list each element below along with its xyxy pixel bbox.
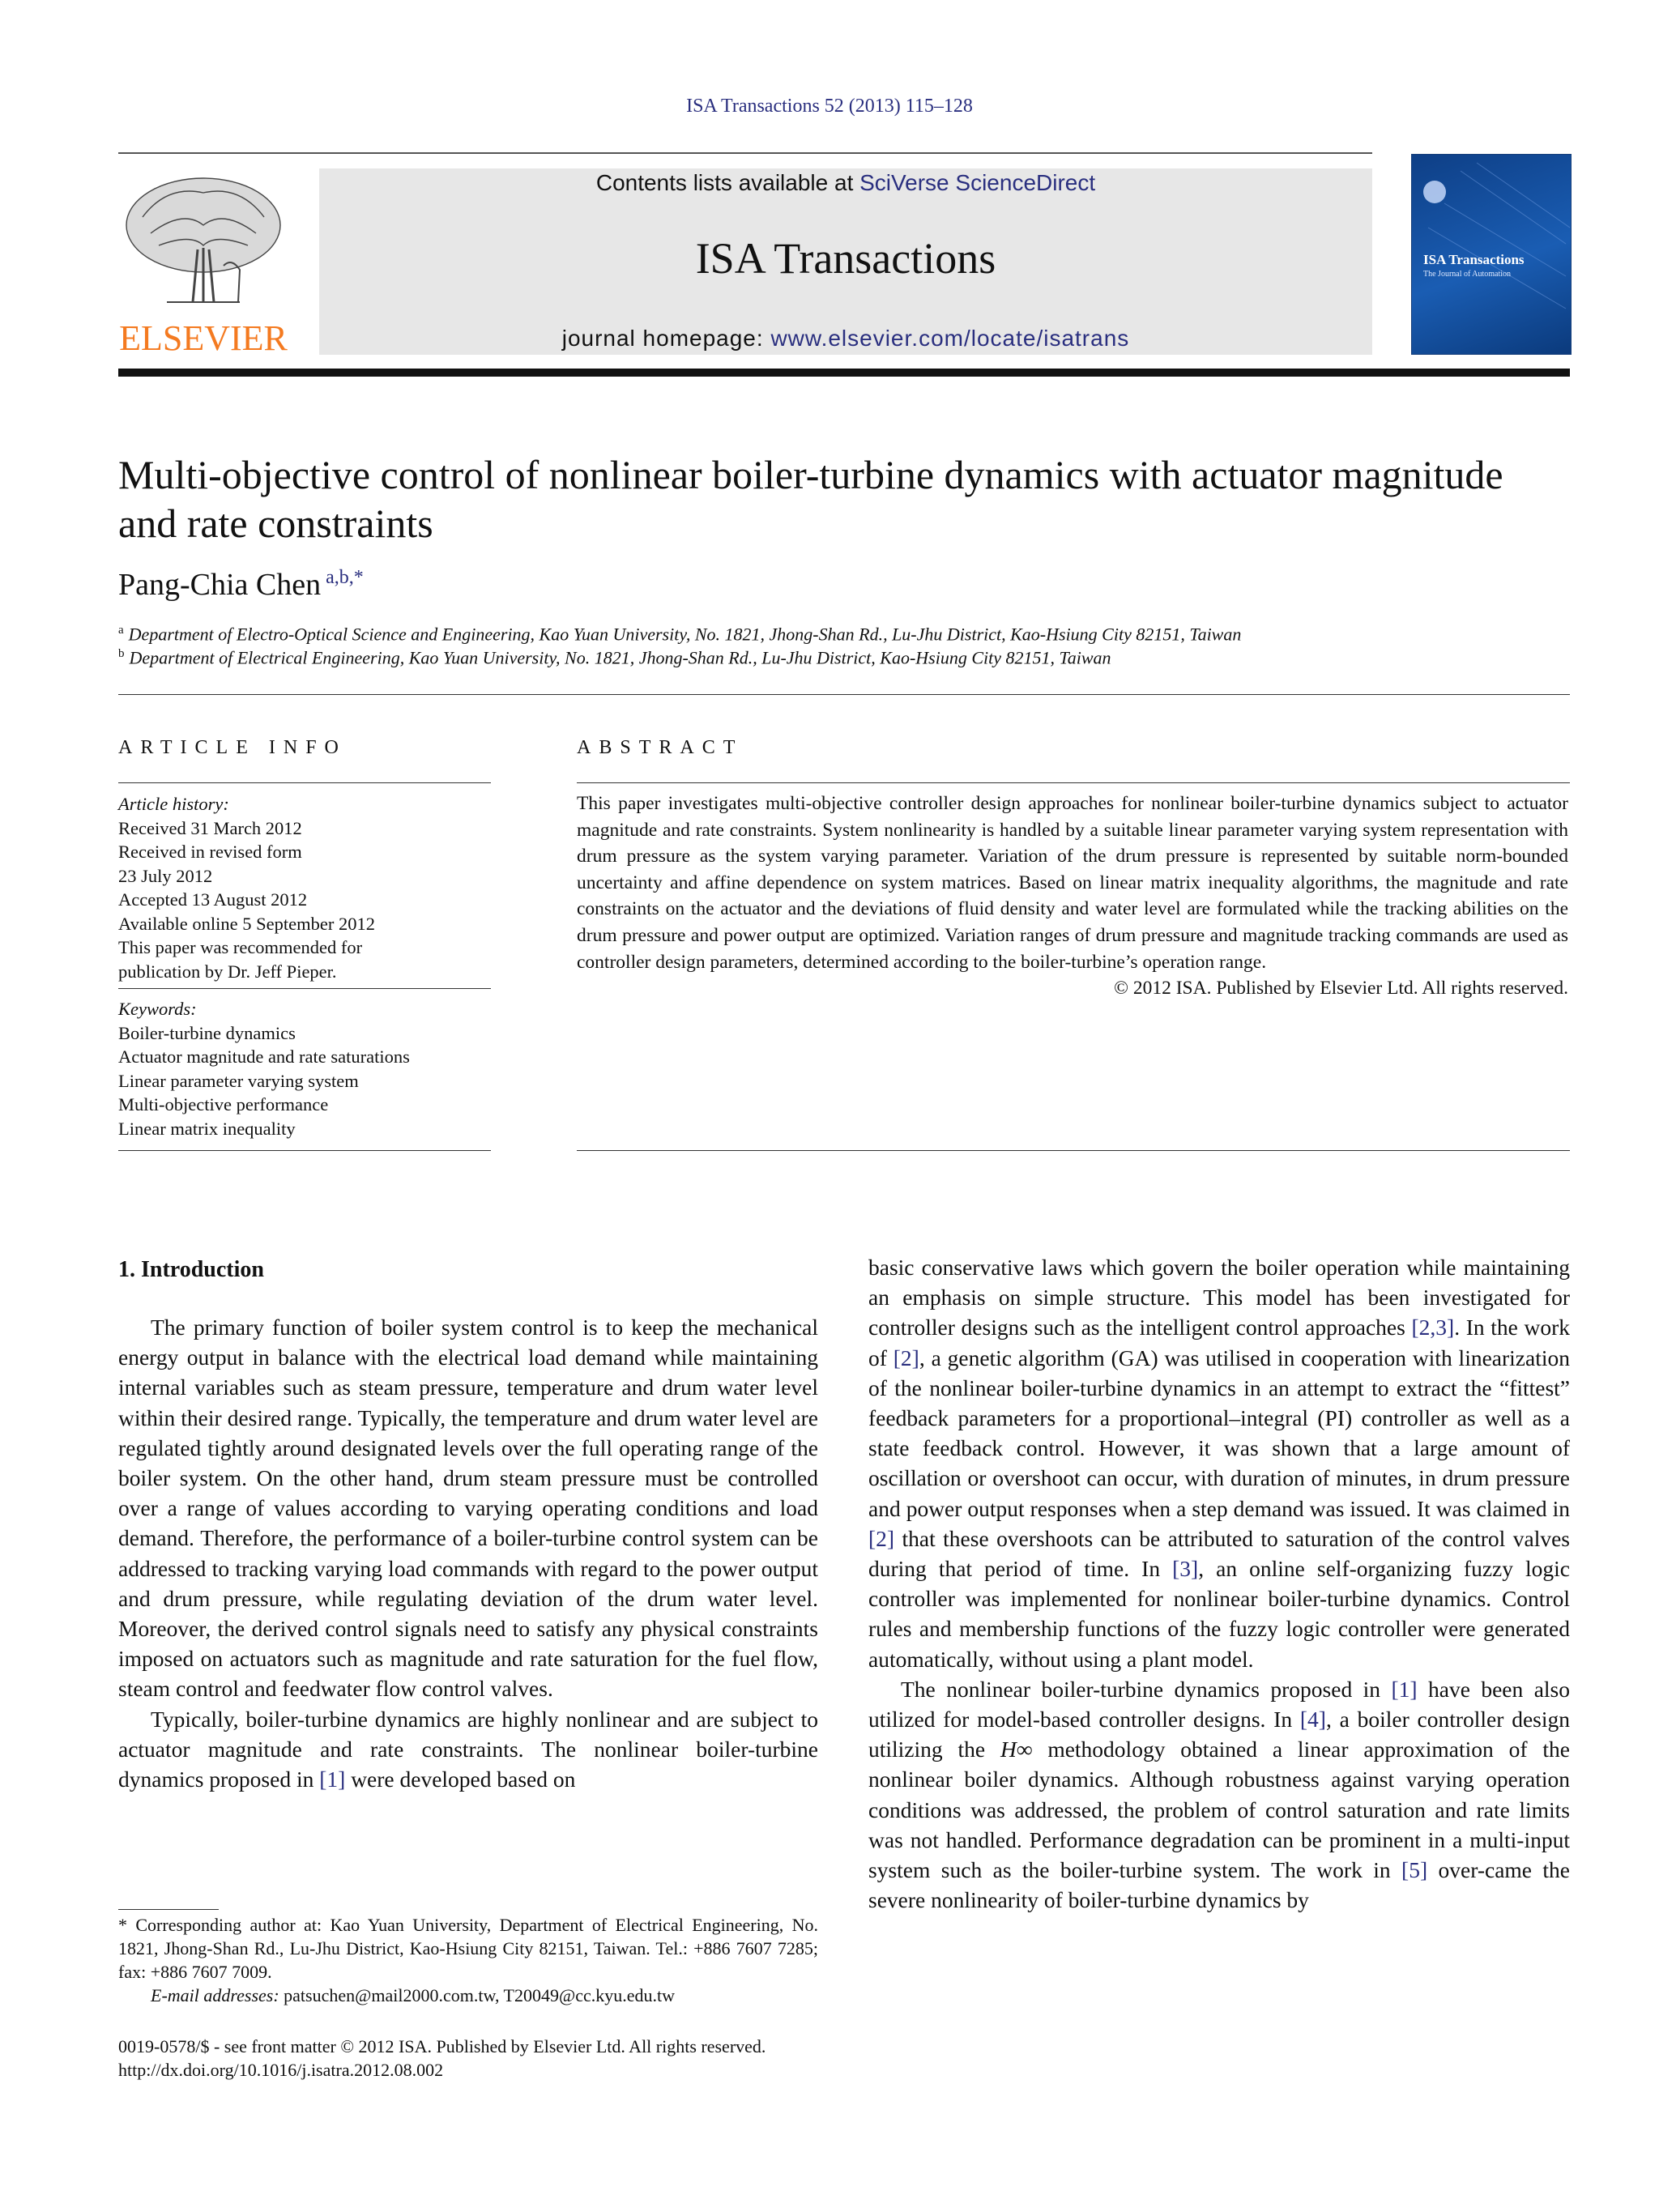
journal-citation[interactable]: ISA Transactions 52 (2013) 115–128 [686,96,973,117]
abstract [577,791,1568,1002]
cover-title: ISA Transactions [1423,252,1525,267]
history-label: Article history: [118,794,229,814]
corresponding-author-footnote [118,1913,818,2007]
homepage-line [319,326,1372,352]
text-run: were developed based on [345,1767,576,1792]
article-title: Multi-objective control of nonlinear boiler-turbine dynamics with actuator magnitude and rate constraints [118,452,1503,546]
text-run: methodology obtained a linear approximation of the nonlinear boiler dynamics. Although robustness against varying operation conditions was addressed, the problem of control saturation and rate limits was not handled. Performance degradation can be prominent in a multi-input system such as the boiler-turbine system. The work in [868,1737,1570,1883]
abstract-heading: ABSTRACT [577,737,744,758]
history-item: 23 July 2012 [118,865,213,886]
abstract-rule-top [577,782,1570,783]
intro-paragraph-4 [868,1674,1570,1916]
text-run: , a boiler controller design utilizing the [868,1707,1570,1762]
citation-link[interactable]: [1] [319,1767,346,1792]
text-run: . In the work of [868,1315,1570,1370]
citation-link[interactable]: [5] [1401,1857,1428,1883]
email-addresses[interactable]: patsuchen@mail2000.com.tw, T20049@cc.kyu.edu.tw [284,1985,676,2005]
article-info [118,792,491,1140]
text-run: , an online self-organizing fuzzy logic controller was implemented for nonlinear boiler-turbine dynamics. Control rules and membership functions of the fuzzy logic controller were generated automatically, without using a plant model. [868,1556,1571,1672]
intro-paragraph-2 [118,1704,818,1795]
doi-link[interactable]: http://dx.doi.org/10.1016/j.isatra.2012.08.002 [118,2060,444,2080]
abstract-copyright: © 2012 ISA. Published by Elsevier Ltd. All rights reserved. [1114,978,1568,999]
header-thick-rule [118,369,1570,377]
article-info-rule-top [118,782,491,783]
issn-line: 0019-0578/$ - see front matter © 2012 ISA. Published by Elsevier Ltd. All rights reserved. [118,2036,766,2056]
text-run: Typically, boiler-turbine dynamics are highly nonlinear and are subject to actuator magnitude and rate constraints. The nonlinear boiler-turbine dynamics proposed in [118,1706,818,1792]
journal-title: ISA Transactions [695,234,996,283]
author-name: Pang-Chia Chen [118,568,322,602]
citation-link[interactable]: [3] [1172,1556,1199,1582]
affiliation-mark: a [118,624,124,637]
footnote-rule [118,1909,219,1910]
header-rule [118,152,1372,154]
email-label: E-mail addresses: [151,1985,279,2005]
journal-banner [319,168,1372,355]
text-run: , a genetic algorithm (GA) was utilised in cooperation with linearization of the nonlinear boiler-turbine dynamics in an attempt to extract the “fittest” feedback parameters for a proportional–integral (PI) controller as well as a state feedback control. However, it was shown that a large amount of oscillation or overshoot can occur, with duration of minutes, in drum pressure and power output responses when a step demand was issued. It was claimed in [868,1345,1570,1521]
bottom-metadata [118,2035,766,2082]
text-run: over-came the severe nonlinearity of boiler-turbine dynamics by [868,1857,1570,1913]
citation-link[interactable]: [2] [868,1525,895,1551]
section-heading-introduction: 1. Introduction [118,1257,264,1282]
keyword-item: Boiler-turbine dynamics [118,1022,296,1043]
intro-paragraph-1: The primary function of boiler system control is to keep the mechanical energy output in balance with the electrical load demand while maintaining internal variables such as steam pressure, temperature and drum water level within their desired range. Typically, the temperature and drum water level are regulated tightly around designated levels over the full operating range of the boiler system. On the other hand, drum steam pressure must be controlled over a range of values according to varying operating conditions and load demand. Therefore, the performance of a boiler-turbine control system can be addressed to tracking varying load commands with regard to the power output and drum pressure, while regulating deviation of the drum water level. Moreover, the derived control signals need to satisfy any physical constraints imposed on actuators such as magnitude and rate saturation for the fuel flow, steam control and feedwater flow control valves. [118,1315,818,1702]
text-run: basic conservative laws which govern the boiler operation while maintaining an emphasis on simple structure. This model has been investigated for controller designs such as the intelligent control approaches [868,1255,1570,1340]
keyword-item: Multi-objective performance [118,1094,329,1115]
title-rule [118,694,1570,695]
article-info-rule-mid [118,988,491,989]
publisher-logo-text: ELSEVIER [119,318,288,358]
history-item: Received 31 March 2012 [118,817,302,838]
citation-link[interactable]: [1] [1391,1676,1418,1702]
abstract-text: This paper investigates multi-objective controller design approaches for nonlinear boiler-turbine dynamics subject to actuator magnitude and rate constraints. System nonlinearity is handled by a suitable linear parameter varying system representation with drum pressure as the system varying parameter. Variation of the drum pressure is represented by suitable norm-bounded uncertainty and affine dependence on system matrices. Based on linear matrix inequality algorithms, the magnitude and rate constraints on the actuator and the deviations of fluid density and water level are formulated while the tracking abilities on the drum pressure and power output are optimized. Variation ranges of drum pressure and magnitude tracking commands are used as controller design parameters, determined according to the boiler-turbine’s operation range. [577,793,1568,973]
intro-paragraph-3 [868,1252,1570,1674]
citation-link[interactable]: [2] [893,1345,919,1370]
cover-subtitle: The Journal of Automation [1423,270,1512,279]
history-item: Received in revised form [118,842,302,862]
affiliation-a [118,624,1241,645]
contents-line [319,170,1372,196]
homepage-link[interactable]: www.elsevier.com/locate/isatrans [770,326,1130,351]
history-item: publication by Dr. Jeff Pieper. [118,961,337,982]
affiliation-b [118,647,1111,668]
keywords-label: Keywords: [118,999,197,1019]
citation-link[interactable]: [4] [1299,1707,1326,1733]
keyword-item: Actuator magnitude and rate saturations [118,1046,410,1067]
keyword-item: Linear parameter varying system [118,1070,359,1091]
article-info-rule-bottom [118,1150,491,1151]
text-run: that these overshoots can be attributed to saturation of the control valves during that period of time. In [868,1525,1570,1582]
body-column-left [118,1312,818,1794]
article-info-heading: ARTICLE INFO [118,737,347,758]
corresponding-author-text: * Corresponding author at: Kao Yuan University, Department of Electrical Engineering, No. 1821, Jhong-Shan Rd., Lu-Jhu District, Kao-Hsiung City 82151, Taiwan. Tel.: +886 7607 7285; fax: +886 7607 7009. [118,1915,818,1982]
journal-cover-image [1411,154,1572,355]
text-run: have been also utilized for model-based controller designs. In [868,1676,1570,1733]
text-run: The nonlinear boiler-turbine dynamics proposed in [901,1676,1392,1702]
history-item: Accepted 13 August 2012 [118,889,308,910]
email-line [118,1984,818,2007]
homepage-prefix: journal homepage: [561,326,771,351]
abstract-rule-bottom [577,1150,1570,1151]
sciencedirect-link[interactable]: SciVerse ScienceDirect [859,170,1096,195]
history-item: Available online 5 September 2012 [118,913,375,934]
citation-link[interactable]: [2,3] [1411,1315,1455,1340]
author-marks[interactable]: a,b,* [326,567,364,588]
affiliation-text: Department of Electro-Optical Science and Engineering, Kao Yuan University, No. 1821, Jhong-Shan Rd., Lu-Jhu District, Kao-Hsiung City 82151, Taiwan [128,624,1242,645]
contents-prefix: Contents lists available at [595,170,860,195]
history-item: This paper was recommended for [118,937,363,957]
affiliation-text: Department of Electrical Engineering, Kao Yuan University, No. 1821, Jhong-Shan Rd., Lu-Jhu District, Kao-Hsiung City 82151, Taiwan [129,647,1111,668]
h-infinity-symbol: H∞ [1000,1737,1033,1762]
author-line [118,567,364,603]
keyword-item: Linear matrix inequality [118,1118,296,1139]
body-column-right [868,1252,1570,1915]
affiliation-mark: b [118,647,125,660]
